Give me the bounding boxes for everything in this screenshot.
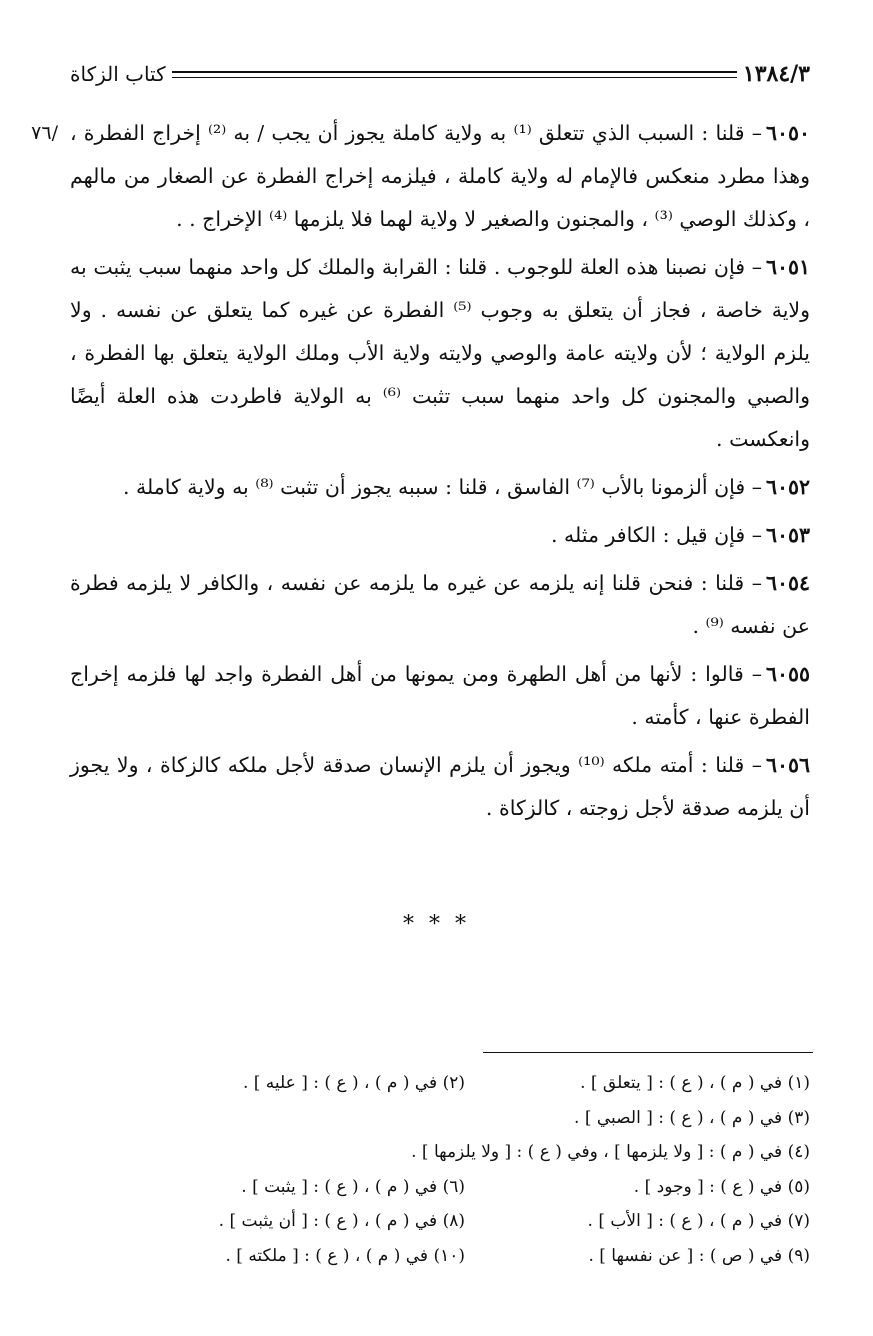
footnote-3: (٣) في ( م ) ، ( ع ) : [ الصبي ] .	[574, 1107, 810, 1128]
footnote-row	[120, 1170, 810, 1205]
paragraph-number: ٦٠٥٠	[765, 121, 810, 145]
paragraph-text: – قلنا : أمته ملكه ⁽¹⁰⁾ ويجوز أن يلزم الإنسان صدقة لأجل ملكه كالزكاة ، ولا يجوز أن يلزمه صدقة لأجل زوجته ، كالزكاة .	[70, 753, 810, 820]
footnote-7: (٧) في ( م ) ، ( ع ) : [ الأب ] .	[587, 1211, 810, 1231]
paragraph-text: – قلنا : السبب الذي تتعلق ⁽¹⁾ به ولاية كاملة يجوز أن يجب / به ⁽²⁾ إخراج الفطرة ، وهذا مطرد منعكس فالإمام له ولاية كاملة ، فيلزمه إخراج الفطرة عن الصغار من مالهم ، وكذلك الوصي ⁽³⁾ ، والمجنون والصغير لا ولاية لهما فلا يلزمها ⁽⁴⁾ الإخراج . .	[70, 121, 810, 231]
paragraph-number: ٦٠٥٥	[765, 662, 810, 686]
footnote-9: (٩) في ( ص ) : [ عن نفسها ] .	[588, 1245, 810, 1266]
paragraph-number: ٦٠٥٢	[765, 475, 810, 499]
footnote-10: (١٠) في ( م ) ، ( ع ) : [ ملكته ] .	[225, 1245, 465, 1266]
main-text	[70, 112, 810, 835]
margin-folio-note: /٧٦	[31, 122, 58, 144]
paragraph-text: – قالوا : لأنها من أهل الطهرة ومن يمونها من أهل الفطرة واجد لها فلزمه إخراج الفطرة عنها ، كأمته .	[70, 662, 810, 729]
footnote-8: (٨) في ( م ) ، ( ع ) : [ أن يثبت ] .	[218, 1211, 465, 1231]
book-title: كتاب الزكاة	[70, 62, 166, 86]
footnote-4: (٤) في ( م ) : [ ولا يلزمها ] ، وفي ( ع ) : [ ولا يلزمها ] .	[411, 1142, 810, 1162]
paragraph-number: ٦٠٥٤	[765, 571, 810, 595]
paragraph-text: – فإن ألزمونا بالأب ⁽⁷⁾ الفاسق ، قلنا : سببه يجوز أن تثبت ⁽⁸⁾ به ولاية كاملة .	[122, 475, 762, 499]
paragraph-6056	[70, 744, 810, 830]
paragraph-6053	[70, 514, 810, 557]
paragraph-number: ٦٠٥٣	[765, 523, 810, 547]
footnote-row	[120, 1101, 810, 1136]
paragraph-number: ٦٠٥١	[765, 255, 810, 279]
paragraph-text: – فإن نصبنا هذه العلة للوجوب . قلنا : القرابة والملك كل واحد منهما سبب يثبت به ولاية خاصة ، فجاز أن يتعلق به وجوب ⁽⁵⁾ الفطرة عن غيره كما يتعلق عن نفسه . ولا يلزم الولاية ؛ لأن ولايته عامة والوصي ولايته ولاية الأب وملك الولاية يتعلق بها الفطرة ، والصبي والمجنون كل واحد منهما سبب تثبت ⁽⁶⁾ به الولاية فاطردت هذه العلة أيضًا وانعكست .	[70, 255, 811, 451]
footnote-row	[120, 1135, 810, 1170]
footnote-row	[120, 1204, 810, 1239]
paragraph-text: – فإن قيل : الكافر مثله .	[551, 523, 762, 547]
section-separator: * * *	[403, 912, 470, 937]
running-header	[70, 56, 810, 92]
footnote-row	[120, 1066, 810, 1101]
footnotes	[120, 1066, 810, 1273]
footnote-2: (٢) في ( م ) ، ( ع ) : [ عليه ] .	[242, 1073, 465, 1093]
paragraph-number: ٦٠٥٦	[765, 753, 811, 777]
paragraph-6055	[70, 653, 810, 739]
header-rule	[172, 71, 737, 78]
footnote-1: (١) في ( م ) ، ( ع ) : [ يتعلق ] .	[580, 1073, 810, 1093]
footnote-5: (٥) في ( ع ) : [ وجود ] .	[633, 1176, 810, 1197]
paragraph-6054	[70, 562, 810, 648]
paragraph-6052	[70, 466, 810, 509]
paragraph-text: – قلنا : فنحن قلنا إنه يلزمه عن غيره ما يلزمه عن نفسه ، والكافر لا يلزمه فطرة عن نفسه ⁽⁹⁾ .	[70, 571, 810, 638]
paragraph-6050	[70, 112, 810, 241]
page-number: ١٣٨٤/٣	[742, 61, 810, 87]
footnote-row	[120, 1239, 810, 1274]
paragraph-6051	[70, 246, 810, 461]
footnote-rule	[483, 1052, 813, 1053]
footnote-6: (٦) في ( م ) ، ( ع ) : [ يثبت ] .	[241, 1176, 465, 1197]
